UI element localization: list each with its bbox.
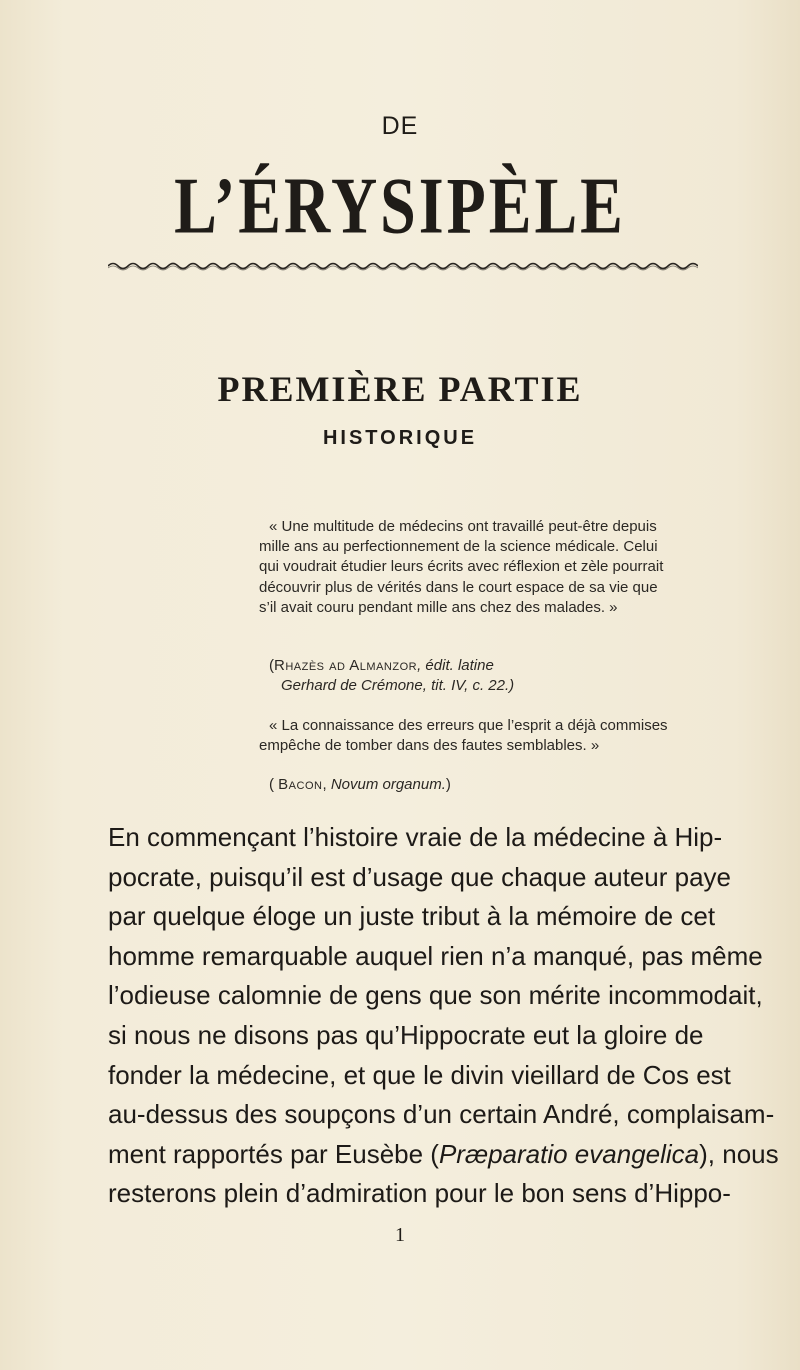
citation-close-paren: ) xyxy=(445,776,451,793)
body-line: si nous ne disons pas qu’Hippocrate eut la gloire de xyxy=(108,1019,704,1050)
body-line: au-dessus des soupçons d’un certain André, complaisam- xyxy=(108,1099,775,1130)
part-subheading: HISTORIQUE xyxy=(322,427,478,449)
citation-separator: , xyxy=(322,776,331,793)
body-line: En commençant l’histoire vraie de la médecine à Hip- xyxy=(108,822,723,852)
body-line: fonder la médecine, et que le divin vieillard de Cos est xyxy=(108,1059,731,1090)
citation-author: Rhazès ad Almanzor xyxy=(274,657,418,674)
book-title: L’ÉRYSIPÈLE xyxy=(174,161,626,250)
body-line: resterons plein d’admiration pour le bon sens d’Hippo- xyxy=(108,1178,731,1209)
citation-edition: , édit. latine xyxy=(417,657,494,674)
epigraph-bacon-citation xyxy=(259,775,679,795)
body-line-part: ment rapportés par Eusèbe ( xyxy=(108,1138,439,1169)
citation-source: Gerhard de Crémone, tit. IV, c. 22.) xyxy=(281,677,515,695)
body-line-with-italic xyxy=(108,1135,779,1175)
body-line: homme remarquable auquel rien n’a manqué, pas même xyxy=(108,940,763,971)
body-paragraph xyxy=(108,818,779,1214)
citation-work: Novum organum. xyxy=(330,776,446,793)
body-line-part: ), nous xyxy=(699,1138,779,1169)
wavy-rule-ornament xyxy=(108,258,698,274)
epigraph-bacon: « La connaissance des erreurs que l’esprit a déjà commises empêche de tomber dans des fautes semblables. » xyxy=(259,717,668,755)
body-line: l’odieuse calomnie de gens que son mérite incommodait, xyxy=(108,980,763,1011)
body-line: par quelque éloge un juste tribut à la mémoire de cet xyxy=(108,901,716,932)
citation-open-paren: ( xyxy=(269,776,279,793)
body-line-italic-title: Præparatio evangelica xyxy=(438,1138,700,1169)
preposition-de: DE xyxy=(381,112,419,140)
epigraph-rhazes-citation xyxy=(259,656,679,696)
citation-open-paren: ( xyxy=(269,657,274,674)
citation-author: Bacon xyxy=(278,776,323,793)
epigraph-rhazes: « Une multitude de médecins ont travaillé peut-être depuis mille ans au perfectionnement de la science médicale. Celui qui voudrait étudier leurs écrits avec réflexion et zèle pourrait découvrir plus de vérités dans le court espace de sa vie que s’il avait couru pendant mille ans chez des malades. » xyxy=(259,518,664,616)
part-heading: PREMIÈRE PARTIE xyxy=(217,369,583,409)
body-line: pocrate, puisqu’il est d’usage que chaque auteur paye xyxy=(108,861,731,892)
page-number: 1 xyxy=(395,1224,405,1246)
